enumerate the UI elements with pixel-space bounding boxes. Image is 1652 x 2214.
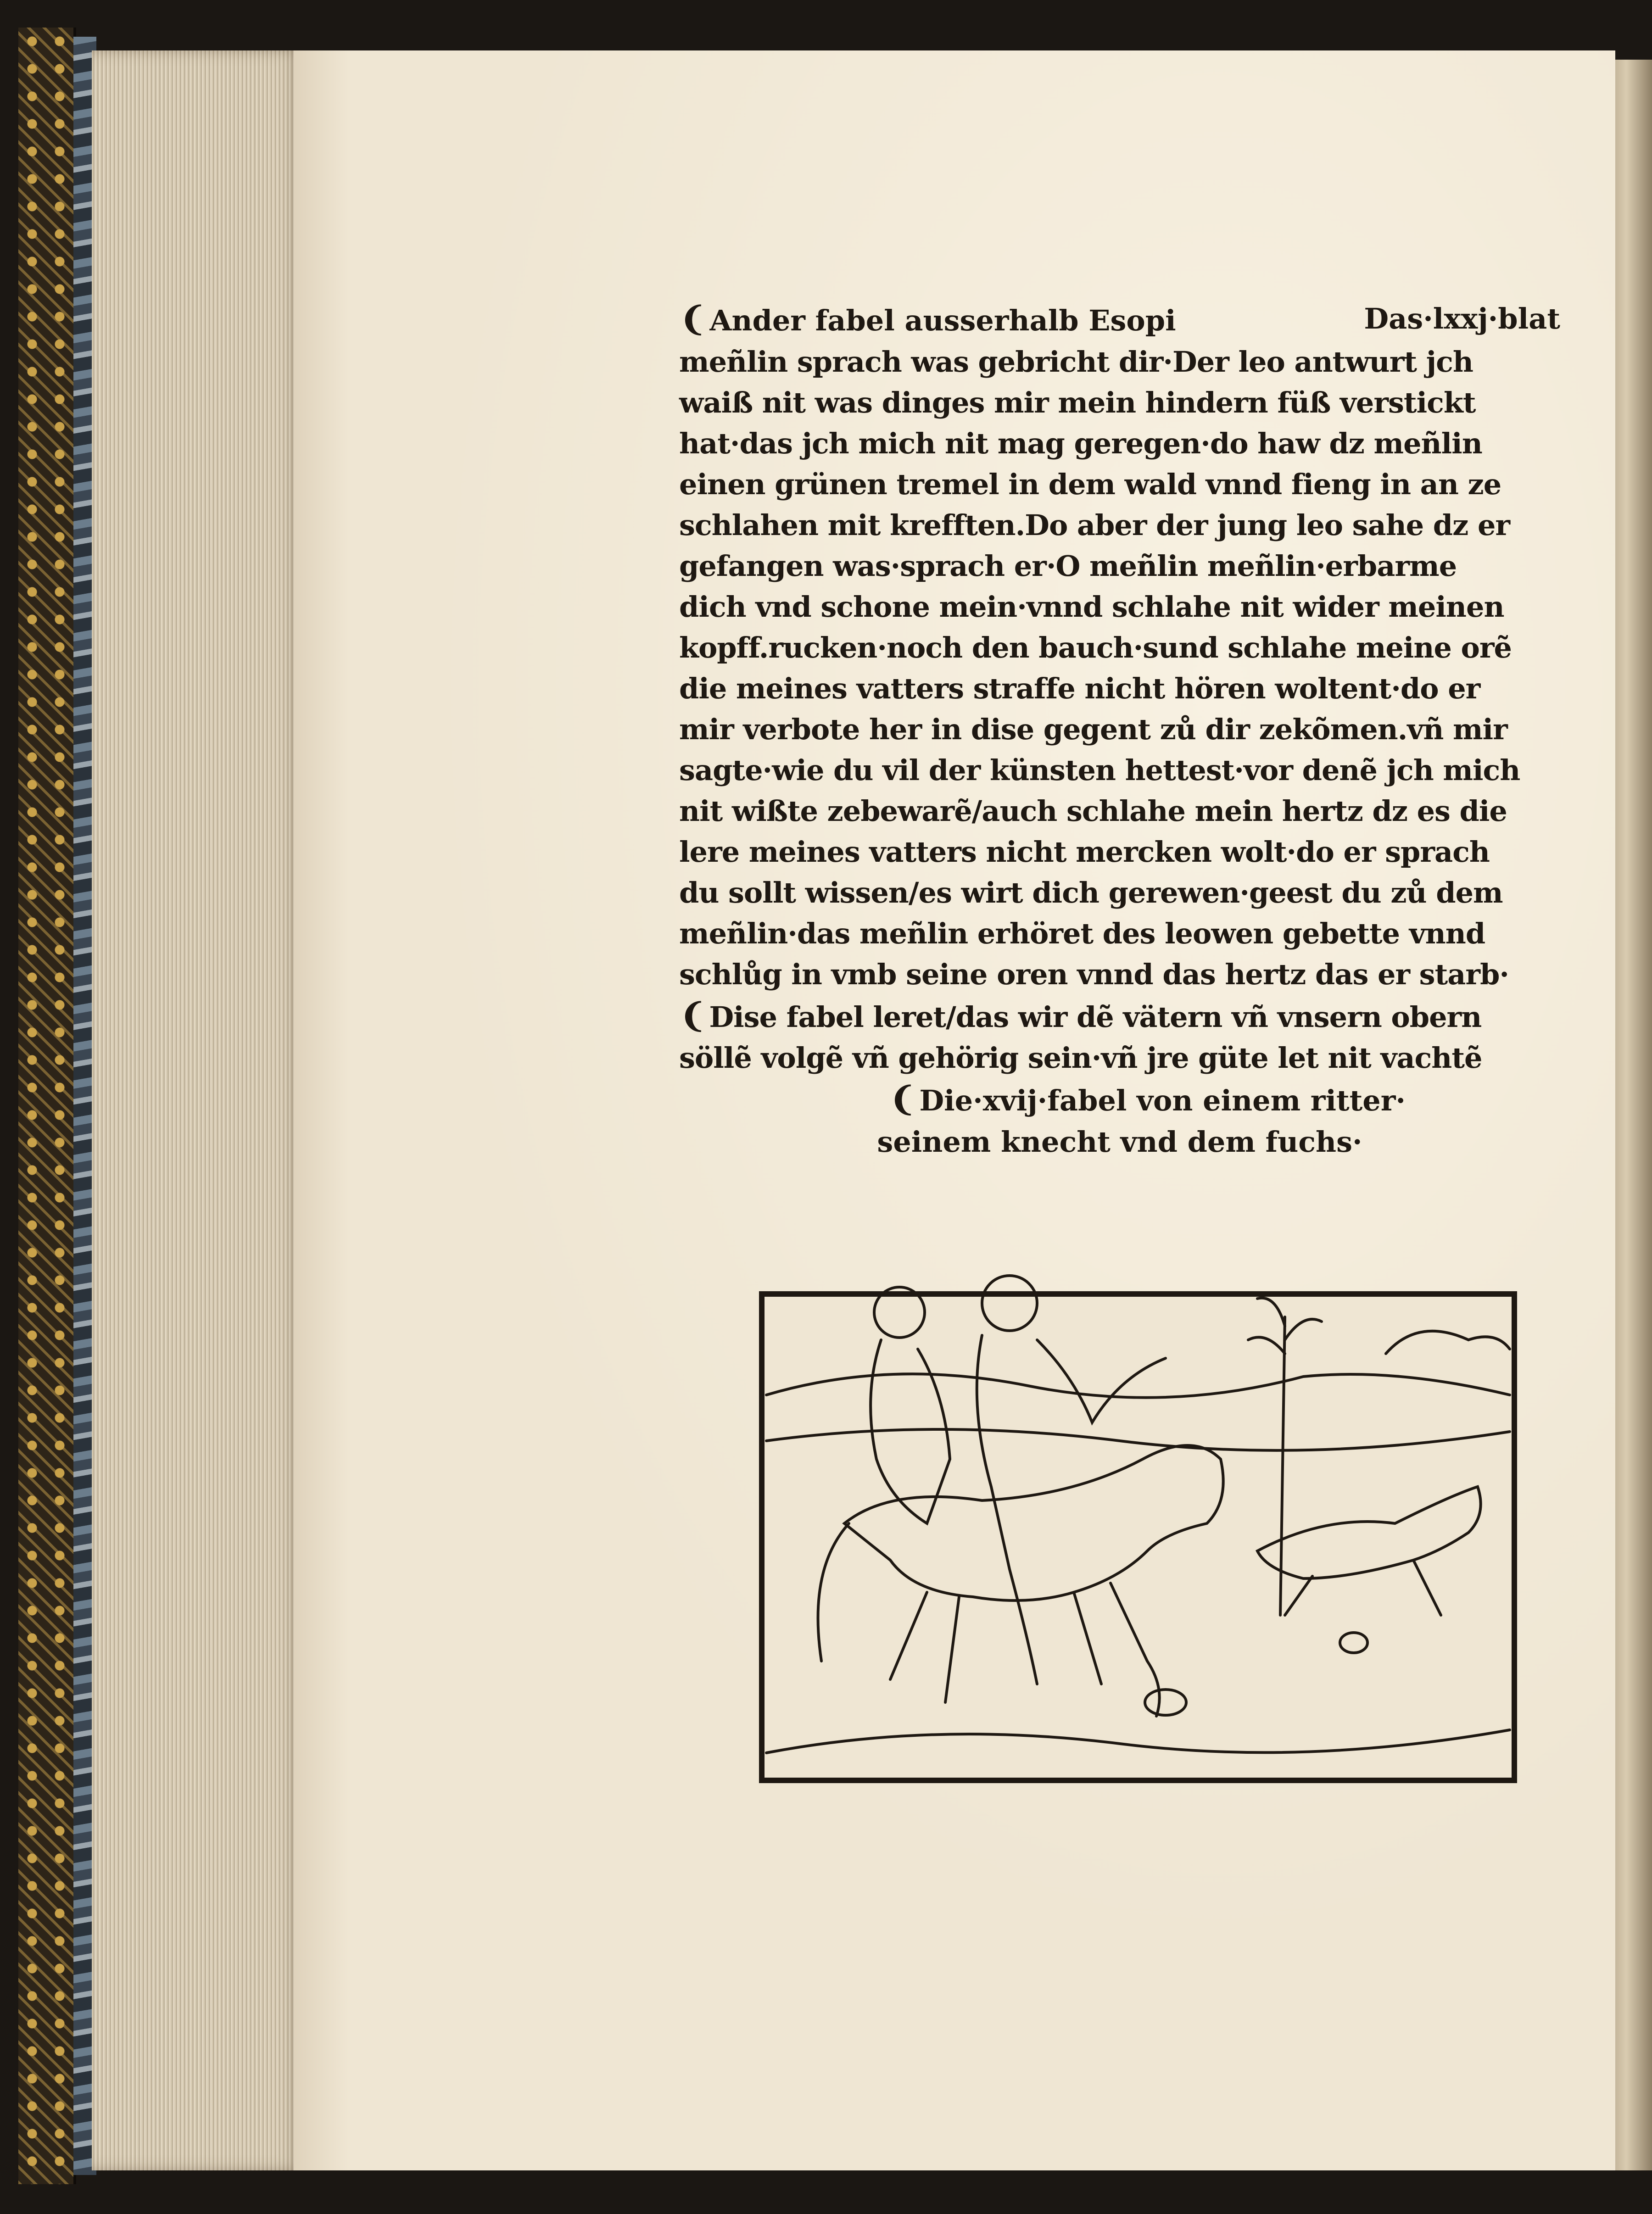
body-line: mir verbote her in dise gegent zů dir zekõmen.vñ mir: [679, 713, 1507, 746]
body-line: die meines vatters straffe nicht hören woltent·do er: [679, 672, 1480, 705]
chapter-title-line: seinem knecht vnd dem fuchs·: [877, 1125, 1362, 1159]
chapter-title-text: Die·xvij·fabel von einem ritter·: [919, 1084, 1406, 1117]
body-line: du sollt wissen/es wirt dich gerewen·geest du zů dem: [679, 876, 1503, 909]
body-line: waiß nit was dinges mir mein hindern füß verstickt: [679, 386, 1476, 419]
moral-text: Dise fabel leret/das wir dẽ vätern vñ vnsern obern: [709, 1000, 1482, 1034]
page-stack-edges: [92, 50, 303, 2170]
folio-number: Das·lxxj·blat: [1364, 302, 1560, 335]
body-line: lere meines vatters nicht mercken wolt·do er sprach: [679, 835, 1490, 869]
body-line: sagte·wie du vil der künsten hettest·vor denẽ jch mich: [679, 753, 1520, 787]
body-line: einen grünen tremel in dem wald vnnd fieng in an ze: [679, 468, 1501, 501]
body-line: meñlin sprach was gebricht dir·Der leo antwurt jch: [679, 345, 1473, 379]
body-line: gefangen was·sprach er·O meñlin meñlin·erbarme: [679, 549, 1457, 583]
moral-line: söllẽ volgẽ vñ gehörig sein·vñ jre güte let nit vachtẽ: [679, 1041, 1482, 1075]
body-line: meñlin·das meñlin erhöret des leowen gebette vnnd: [679, 917, 1485, 950]
woodcut-illustration: [753, 1202, 1533, 1790]
moral-line: [679, 995, 1560, 1037]
body-line: schlahen mit krefften.Do aber der jung leo sahe dz er: [679, 508, 1510, 542]
paragraph-mark-icon: ❨: [679, 996, 707, 1035]
gilt-cover-edge: [18, 28, 76, 2184]
chapter-title-line: [679, 1078, 1560, 1121]
chapter-title: [679, 1078, 1560, 1163]
running-header: [679, 298, 1560, 341]
body-line: dich vnd schone mein·vnnd schlahe nit wider meinen: [679, 590, 1504, 624]
paragraph-mark-icon: ❨: [889, 1079, 917, 1118]
body-line: schlůg in vmb seine oren vnnd das hertz das er starb·: [679, 958, 1509, 991]
paragraph-mark-icon: ❨: [679, 299, 707, 338]
header-left-text: Ander fabel ausserhalb Esopi: [709, 304, 1176, 337]
body-line: hat·das jch mich nit mag geregen·do haw dz meñlin: [679, 427, 1482, 460]
text-block: [679, 298, 1560, 1163]
body-line: nit wißte zebewarẽ/auch schlahe mein hertz dz es die: [679, 794, 1507, 828]
body-line: kopff.rucken·noch den bauch·sund schlahe meine orẽ: [679, 631, 1512, 664]
header-left: [679, 298, 1176, 341]
